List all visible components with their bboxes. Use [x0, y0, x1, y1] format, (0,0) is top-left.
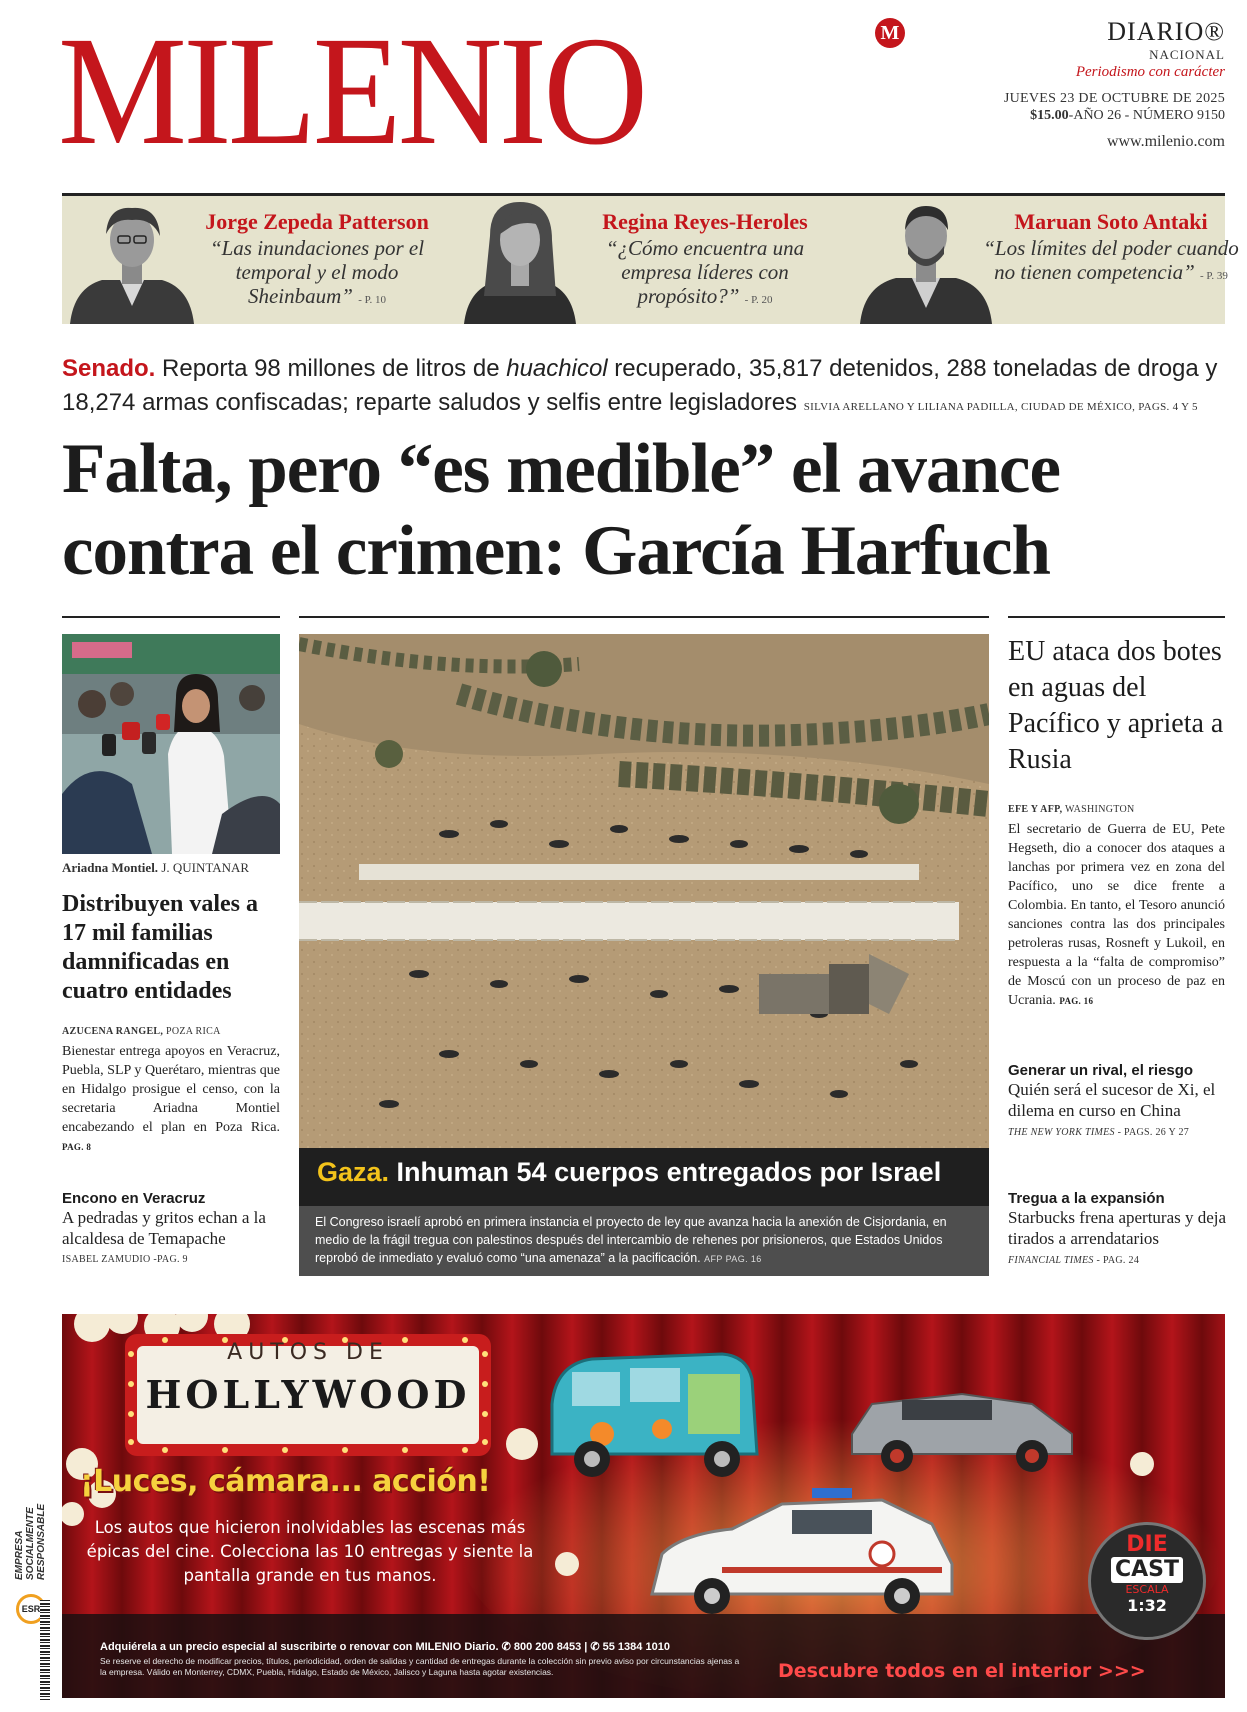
issue-price: $15.00-AÑO 26 - NÚMERO 9150 [1030, 107, 1225, 123]
right-brief-2[interactable] [1008, 1190, 1233, 1266]
right-brief-1[interactable] [1008, 1062, 1233, 1138]
website-link[interactable]: www.milenio.com [1106, 133, 1225, 151]
right-byline: EFE Y AFP, WASHINGTON [1008, 804, 1135, 815]
slogan: Periodismo con carácter [1075, 63, 1225, 80]
left-brief[interactable] [62, 1190, 280, 1265]
esr-label: EMPRESA SOCIALMENTE RESPONSABLE [14, 1503, 47, 1580]
columnist-quote: “Los límites del poder cuando no tienen competencia” - P. 39 [983, 236, 1239, 285]
columnist-name: Maruan Soto Antaki [1014, 209, 1208, 234]
columnist-1[interactable] [62, 196, 450, 324]
masthead-meta [965, 16, 1225, 152]
section-rule-left [62, 616, 280, 618]
columnist-2[interactable] [450, 196, 838, 324]
right-body: El secretario de Guerra de EU, Pete Hegseth, dio a conocer dos ataques a lanchas por primera vez en zona del Pacífico, uno se dice frente a Colombia. En tanto, el Tesoro anunció sanciones contra las dos principales petroleras rusas, Rosneft y Lukoil, en respuesta a la “falta de compromiso” de Moscú con un proceso de paz en Ucrania. PAG. 16 [1008, 822, 1225, 1008]
edition-label: NACIONAL [1149, 47, 1225, 63]
columnist-name: Jorge Zepeda Patterson [205, 209, 429, 234]
diario-label: DIARIO® [1107, 17, 1225, 46]
brief-text: A pedradas y gritos echan a la alcaldesa de Temapache [62, 1208, 266, 1248]
logo-badge: M [875, 18, 905, 48]
section-rule-right [1008, 616, 1225, 618]
brief-text: Quién será el sucesor de Xi, el dilema en curso en China [1008, 1080, 1216, 1120]
left-byline: AZUCENA RANGEL, POZA RICA [62, 1026, 221, 1037]
senate-kicker[interactable]: Senado. Reporta 98 millones de litros de huachicol recuperado, 35,817 detenidos, 288 toneladas de droga y 18,274 armas confiscadas; reparte saludos y selfis entre legisladores SILVIA ARELLANO Y LILIANA PADILLA, CIUDAD DE MÉXICO, PAGS. 4 Y 5 [62, 355, 1218, 416]
right-headline[interactable]: EU ataca dos botes en aguas del Pacífico y aprieta a Rusia [1008, 636, 1224, 775]
ad-marquee-title: HOLLYWOOD [145, 1372, 471, 1417]
columnist-portrait [856, 196, 996, 324]
section-rule-center [299, 616, 989, 618]
ad-subscribe-info: Adquiérela a un precio especial al suscribirte o renovar con MILENIO Diario. ✆ 800 200 8453 | ✆ 55 1384 1010 [100, 1641, 670, 1653]
brief-source: ISABEL ZAMUDIO -PAG. 9 [62, 1254, 188, 1265]
ariadna-montiel-photo[interactable] [62, 634, 280, 854]
main-headline[interactable]: Falta, pero “es medible” el avance contra el crimen: García Harfuch [62, 430, 1060, 590]
columnist-3[interactable] [856, 196, 1244, 324]
gaza-text: El Congreso israelí aprobó en primera instancia el proyecto de ley que avanza hacia la anexión de Cisjordania, en medio de la frágil tregua con palestinos después del intercambio de rehenes por prisioneros, que Estados Unidos reprobó de inmediato y evaluó como “una amenaza” a la pacificación. AFP PAG. 16 [315, 1215, 947, 1265]
ad-cta-link[interactable]: Descubre todos en el interior >>> [778, 1660, 1146, 1682]
brief-source: FINANCIAL TIMES - PAG. 24 [1008, 1255, 1140, 1266]
ad-tagline: ¡Luces, cámara... acción! [80, 1464, 491, 1499]
columnist-quote: “Las inundaciones por el temporal y el modo Sheinbaum” - P. 10 [209, 236, 425, 309]
brief-text: Starbucks frena aperturas y deja tirados a arrendatarios [1008, 1208, 1227, 1248]
barcode [40, 1600, 50, 1700]
gaza-headline[interactable]: Gaza. Inhuman 54 cuerpos entregados por Israel [317, 1157, 942, 1187]
brief-source: THE NEW YORK TIMES - PAGS. 26 Y 27 [1008, 1127, 1190, 1138]
columnist-quote: “¿Cómo encuentra una empresa líderes con propósito?” - P. 20 [605, 236, 805, 309]
gaza-aerial-photo[interactable] [299, 634, 989, 1148]
ad-marquee-top: AUTOS DE [227, 1340, 389, 1365]
brief-heading: Generar un rival, el riesgo [1008, 1062, 1194, 1079]
ad-fine-print: Se reserve el derecho de modificar precios, títulos, periodicidad, orden de salidas y cantidad de entregas durante la colección sin previo aviso por circunstancias ajenas a la empresa. Válido en Monterrey, CDMX, Puebla, Hidalgo, Estado de México, Jalisco y Laguna hasta agotar existencias. [100, 1656, 740, 1677]
left-body: Bienestar entrega apoyos en Veracruz, Puebla, SLP y Querétaro, mientras que en Hidalgo prosigue el censo, con la secretaria Ariadna Montiel encabezando el plan en Poza Rica. PAG. 8 [62, 1044, 280, 1152]
diecast-badge: DIE CAST ESCALA 1:32 [1088, 1522, 1206, 1640]
brief-heading: Tregua a la expansión [1008, 1190, 1165, 1207]
photo-caption: Ariadna Montiel. J. QUINTANAR [62, 860, 250, 875]
masthead-logo[interactable]: MILENIO [58, 4, 645, 177]
esr-logo: ESR [16, 1594, 46, 1624]
columnist-name: Regina Reyes-Heroles [602, 209, 808, 234]
ad-description: Los autos que hicieron inolvidables las escenas más épicas del cine. Colecciona las 10 entregas y siente la pantalla grande en tus manos. [86, 1518, 534, 1585]
columnist-portrait [450, 196, 590, 324]
brief-heading: Encono en Veracruz [62, 1190, 206, 1207]
issue-date: JUEVES 23 DE OCTUBRE DE 2025 [1003, 90, 1225, 106]
columnist-portrait [62, 196, 202, 324]
left-headline[interactable]: Distribuyen vales a 17 mil familias damnificadas en cuatro entidades [62, 891, 259, 1004]
